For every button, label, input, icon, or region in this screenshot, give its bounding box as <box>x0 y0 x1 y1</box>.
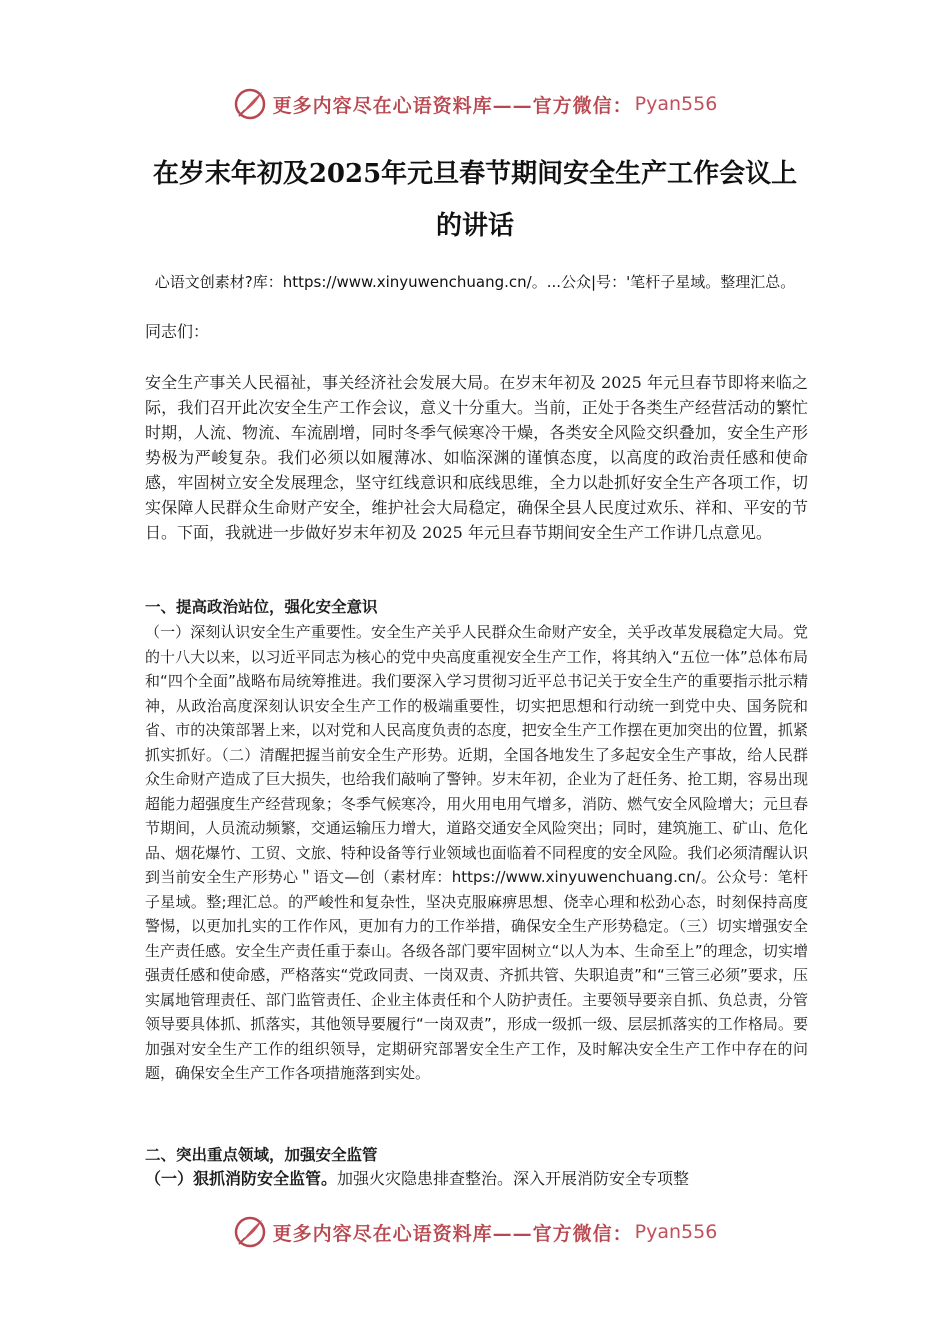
section-2-body <box>145 1166 808 1191</box>
footer-banner-text: 更多内容尽在心语资料库——官方微信： <box>272 1222 633 1245</box>
source-note: 心语文创素材?库：https://www.xinyuwenchuang.cn/。...公众|号：'笔杆子星域。整理汇总。 <box>154 273 796 291</box>
header-banner <box>0 84 950 124</box>
greeting: 同志们： <box>145 322 210 341</box>
section-1-heading: 一、提高政治站位，强化安全意识 <box>145 598 378 616</box>
banner-wechat-id: Pyan556 <box>634 93 718 115</box>
banner-text: 更多内容尽在心语资料库——官方微信： <box>272 94 633 117</box>
document-title: 在岁末年初及2025年元旦春节期间安全生产工作会议上的讲话 <box>152 159 798 241</box>
section-1-body: （一）深刻认识安全生产重要性。安全生产关乎人民群众生命财产安全，关乎改革发展稳定大局。党的十八大以来，以习近平同志为核心的党中央高度重视安全生产工作，将其纳入“五位一体”总体布局和“四个全面”战略布局统筹推进。我们要深入学习贯彻习近平总书记关于安全生产的重要指示批示精神，从政治高度深刻认识安全生产工作的极端重要性，切实把思想和行动统一到党中央、国务院和省、市的决策部署上来，以对党和人民高度负责的态度，把安全生产工作摆在更加突出的位置，抓紧抓实抓好。（二）清醒把握当前安全生产形势。近期，全国各地发生了多起安全生产事故，给人民群众生命财产造成了巨大损失，也给我们敲响了警钟。岁末年初，企业为了赶任务、抢工期，容易出现超能力超强度生产经营现象；冬季气候寒冷，用火用电用气增多，消防、燃气安全风险增大；元旦春节期间，人员流动频繁，交通运输压力增大，道路交通安全风险突出；同时，建筑施工、矿山、危化品、烟花爆竹、工贸、文旅、特种设备等行业领域也面临着不同程度的安全风险。我们必须清醒认识到当前安全生产形势心＂语文—创（素材库：https://www.xinyuwenchuang.cn/。公众号：笔杆子星域。整;理汇总。的严峻性和复杂性，坚决克服麻痹思想、侥幸心理和松劲心态，时刻保持高度警惕，以更加扎实的工作作风，更加有力的工作举措，确保安全生产形势稳定。（三）切实增强安全生产责任感。安全生产责任重于泰山。各级各部门要牢固树立“以人为本、生命至上”的理念，切实增强责任感和使命感，严格落实“党政同责、一岗双责、齐抓共管、失职追责”和“三管三必须”要求，压实属地管理责任、部门监管责任、企业主体责任和个人防护责任。主要领导要亲自抓、负总责，分管领导要具体抓、抓落实，其他领导要履行“一岗双责”，形成一级抓一级、层层抓落实的工作格局。要加强对安全生产工作的组织领导，定期研究部署安全生产工作，及时解决安全生产工作中存在的问题，确保安全生产工作各项措施落到实处。 <box>145 623 808 1082</box>
footer-banner-wechat-id: Pyan556 <box>634 1221 718 1243</box>
quill-logo-icon <box>233 87 267 121</box>
intro-paragraph: 安全生产事关人民福祉，事关经济社会发展大局。在岁末年初及 2025 年元旦春节即将来临之际，我们召开此次安全生产工作会议，意义十分重大。当前，正处于各类生产经营活动的繁忙时期，人流、物流、车流剧增，同时冬季气候寒冷干燥，各类安全风险交织叠加，安全生产形势极为严峻复杂。我们必须以如履薄冰、如临深渊的谨慎态度，以高度的政治责任感和使命感，牢固树立安全发展理念，坚守红线意识和底线思维，全力以赴抓好安全生产各项工作，切实保障人民群众生命财产安全，维护社会大局稳定，确保全县人民度过欢乐、祥和、平安的节日。下面，我就进一步做好岁末年初及 2025 年元旦春节期间安全生产工作讲几点意见。 <box>145 373 808 542</box>
quill-logo-icon <box>233 1215 267 1249</box>
section-2-subbody: 加强火灾隐患排查整治。深入开展消防安全专项整 <box>337 1169 690 1188</box>
section-2-subheading: （一）狠抓消防安全监管。 <box>145 1169 338 1188</box>
footer-banner <box>0 1212 950 1252</box>
section-2-heading: 二、突出重点领域，加强安全监管 <box>145 1146 378 1164</box>
